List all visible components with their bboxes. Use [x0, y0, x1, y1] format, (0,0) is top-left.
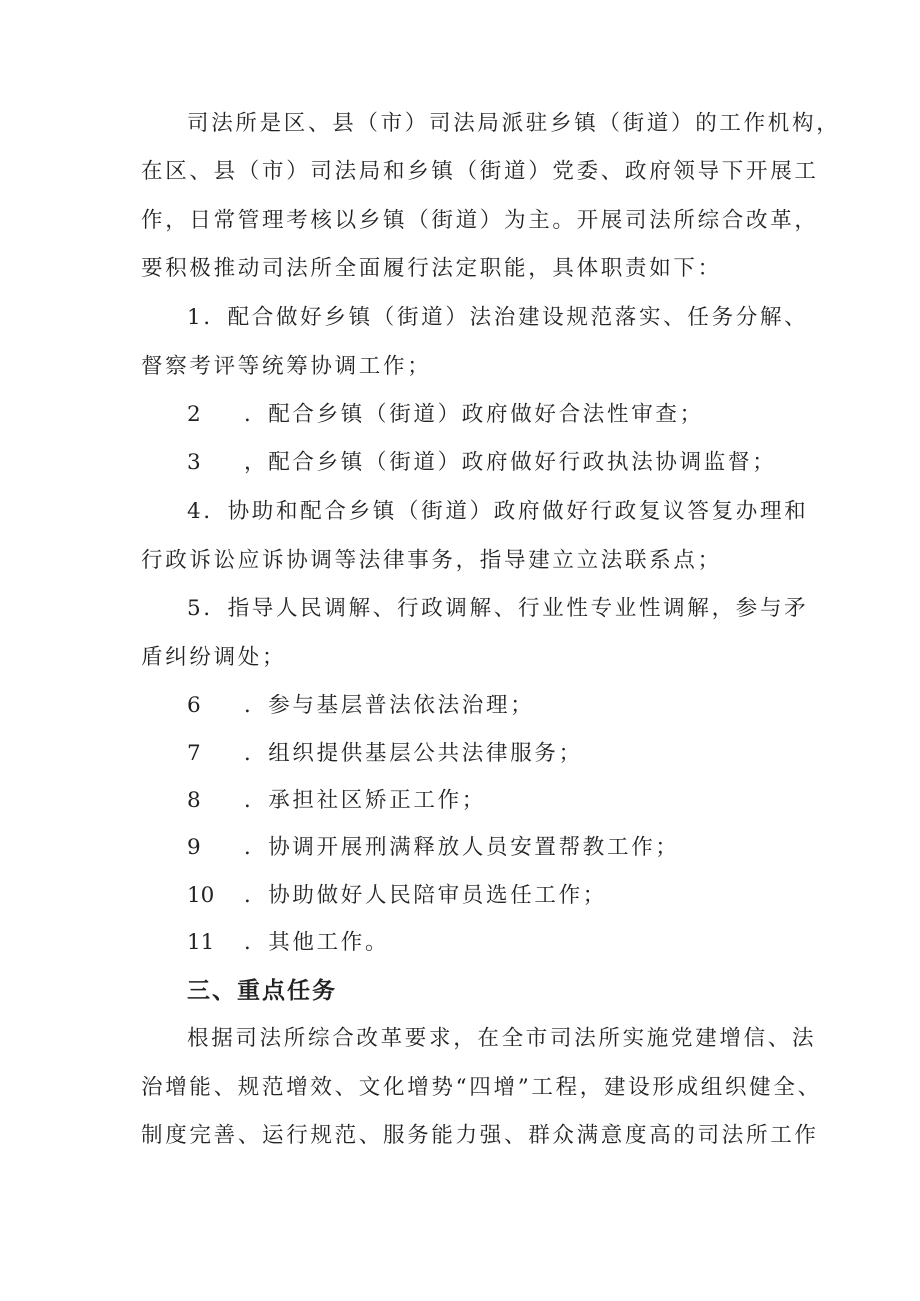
- item-6-number: 6: [187, 693, 201, 718]
- intro-line-1: 司法所是区、县（市）司法局派驻乡镇（街道）的工作机构，: [187, 111, 841, 136]
- item-6-text: ．参与基层普法依法治理；: [244, 693, 535, 718]
- item-9-number: 9: [187, 835, 201, 860]
- item-2-text: ．配合乡镇（街道）政府做好合法性审查；: [244, 402, 704, 427]
- item-7-text: ．组织提供基层公共法律服务；: [244, 741, 583, 766]
- intro-line-2: 在区、县（市）司法局和乡镇（街道）党委、政府领导下开展工: [141, 159, 819, 184]
- closing-line-1: 根据司法所综合改革要求，在全市司法所实施党建增信、法: [187, 1026, 817, 1051]
- section-heading: 三、重点任务: [187, 978, 337, 1004]
- item-4-line-2: 行政诉讼应诉协调等法律事务，指导建立立法联系点；: [141, 548, 722, 573]
- item-2-number: 2: [187, 402, 201, 427]
- item-4-line-1: 4．协助和配合乡镇（街道）政府做好行政复议答复办理和: [187, 499, 809, 524]
- closing-line-3: 制度完善、运行规范、服务能力强、群众满意度高的司法所工作: [141, 1123, 819, 1148]
- intro-line-3: 作，日常管理考核以乡镇（街道）为主。开展司法所综合改革，: [141, 208, 819, 233]
- item-11-number: 11: [187, 930, 215, 955]
- item-1-line-2: 督察考评等统筹协调工作；: [141, 354, 432, 379]
- item-8-number: 8: [187, 788, 201, 813]
- item-7-number: 7: [187, 741, 201, 766]
- item-11-text: ．其他工作。: [244, 930, 390, 955]
- item-3-number: 3: [187, 450, 201, 475]
- item-1-line-1: 1．配合做好乡镇（街道）法治建设规范落实、任务分解、: [187, 305, 809, 330]
- item-5-line-2: 盾纠纷调处；: [141, 645, 287, 670]
- closing-line-2: 治增能、规范增效、文化增势“四增”工程，建设形成组织健全、: [141, 1075, 822, 1100]
- item-9-text: ．协调开展刑满释放人员安置帮教工作；: [244, 835, 680, 860]
- item-3-text: ，配合乡镇（街道）政府做好行政执法协调监督；: [244, 450, 777, 475]
- intro-line-4: 要积极推动司法所全面履行法定职能，具体职责如下：: [141, 256, 722, 281]
- item-8-text: ．承担社区矫正工作；: [244, 788, 487, 813]
- item-10-text: ．协助做好人民陪审员选任工作；: [244, 883, 608, 908]
- item-10-number: 10: [187, 883, 215, 908]
- item-5-line-1: 5．指导人民调解、行政调解、行业性专业性调解，参与矛: [187, 596, 809, 621]
